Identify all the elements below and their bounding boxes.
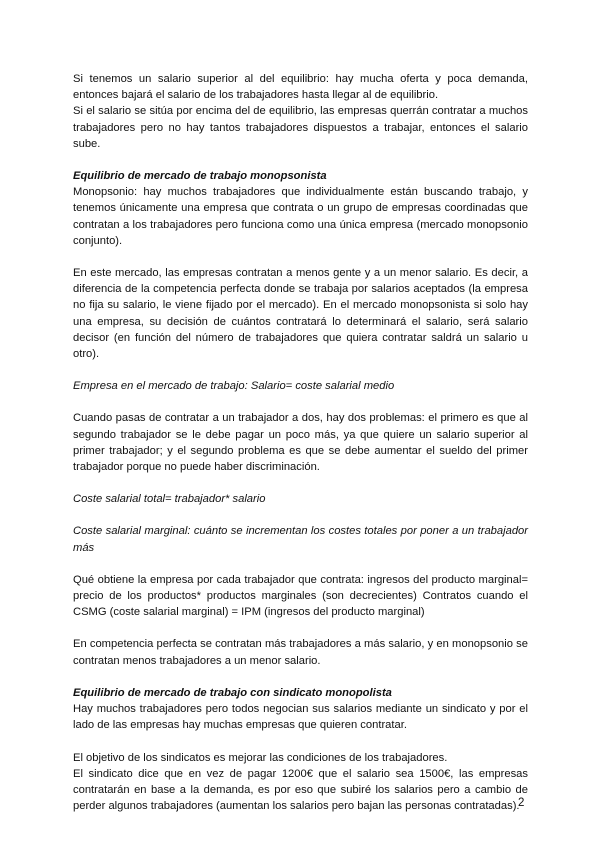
italic-note-2: Coste salarial total= trabajador* salario (73, 493, 266, 506)
paragraph-3: Monopsonio: hay muchos trabajadores que individualmente están buscando trabajo, y tenemos únicamente una empresa que contrata o un grupo de empresas coordinadas que contratan a los trabajadores pero funciona como una única empresa (mercado monopsonio conjunto). (73, 186, 528, 247)
page-number: 2 (518, 797, 525, 809)
paragraph-4: En este mercado, las empresas contratan a menos gente y a un menor salario. Es decir, a diferencia de la competencia perfecta donde se trabaja por salarios aceptados (la empresa no fija su salario, le viene fijado por el mercado). En el mercado monopsonista si solo hay una empresa, su decisión de cuántos contratará lo determinará el salario, será salario decisor (en función del número de trabajadores que quiera contratar saldrá un salario u otro). (73, 267, 528, 361)
paragraph-9: El objetivo de los sindicatos es mejorar las condiciones de los trabajadores. (73, 751, 448, 764)
paragraph-6: Qué obtiene la empresa por cada trabajador que contrata: ingresos del producto marginal= precio de los productos* productos marginales (son decrecientes) Contratos cuando el CSMG (coste salarial marginal) = IPM (ingresos del producto marginal) (73, 573, 528, 619)
paragraph-2: Si el salario se sitúa por encima del de equilibrio, las empresas querrán contratar a muchos trabajadores pero no hay tantos trabajadores dispuestos a trabajar, entonces el salario sube. (73, 105, 528, 150)
heading-sindicato: Equilibrio de mercado de trabajo con sindicato monopolista (73, 686, 392, 699)
paragraph-7: En competencia perfecta se contratan más trabajadores a más salario, y en monopsonio se contratan menos trabajadores a un menor salario. (73, 638, 528, 667)
italic-note-3: Coste salarial marginal: cuánto se incrementan los costes totales por poner a un trabajador más (73, 525, 528, 554)
paragraph-1: Si tenemos un salario superior al del equilibrio: hay mucha oferta y poca demanda, entonces bajará el salario de los trabajadores hasta llegar al de equilibrio. (73, 73, 528, 102)
heading-monopsonista: Equilibrio de mercado de trabajo monopsonista (73, 170, 327, 183)
italic-note-1: Empresa en el mercado de trabajo: Salario= coste salarial medio (73, 380, 395, 393)
paragraph-5: Cuando pasas de contratar a un trabajador a dos, hay dos problemas: el primero es que al segundo trabajador se le debe pagar un poco más, ya que quiere un salario superior al primer trabajador; y el segundo problema es que se debe aumentar el sueldo del primer trabajador porque no puede haber discriminación. (73, 412, 528, 474)
paragraph-8: Hay muchos trabajadores pero todos negocian sus salarios mediante un sindicato y por el lado de las empresas hay muchas empresas que quieren contratar. (73, 703, 528, 732)
paragraph-10: El sindicato dice que en vez de pagar 1200€ que el salario sea 1500€, las empresas contratarán en base a la demanda, es por eso que subiré los salarios pero a cambio de perder algunos trabajadores (aumentan los salarios pero bajan las personas contratadas). (73, 767, 528, 813)
document-body (73, 71, 528, 814)
